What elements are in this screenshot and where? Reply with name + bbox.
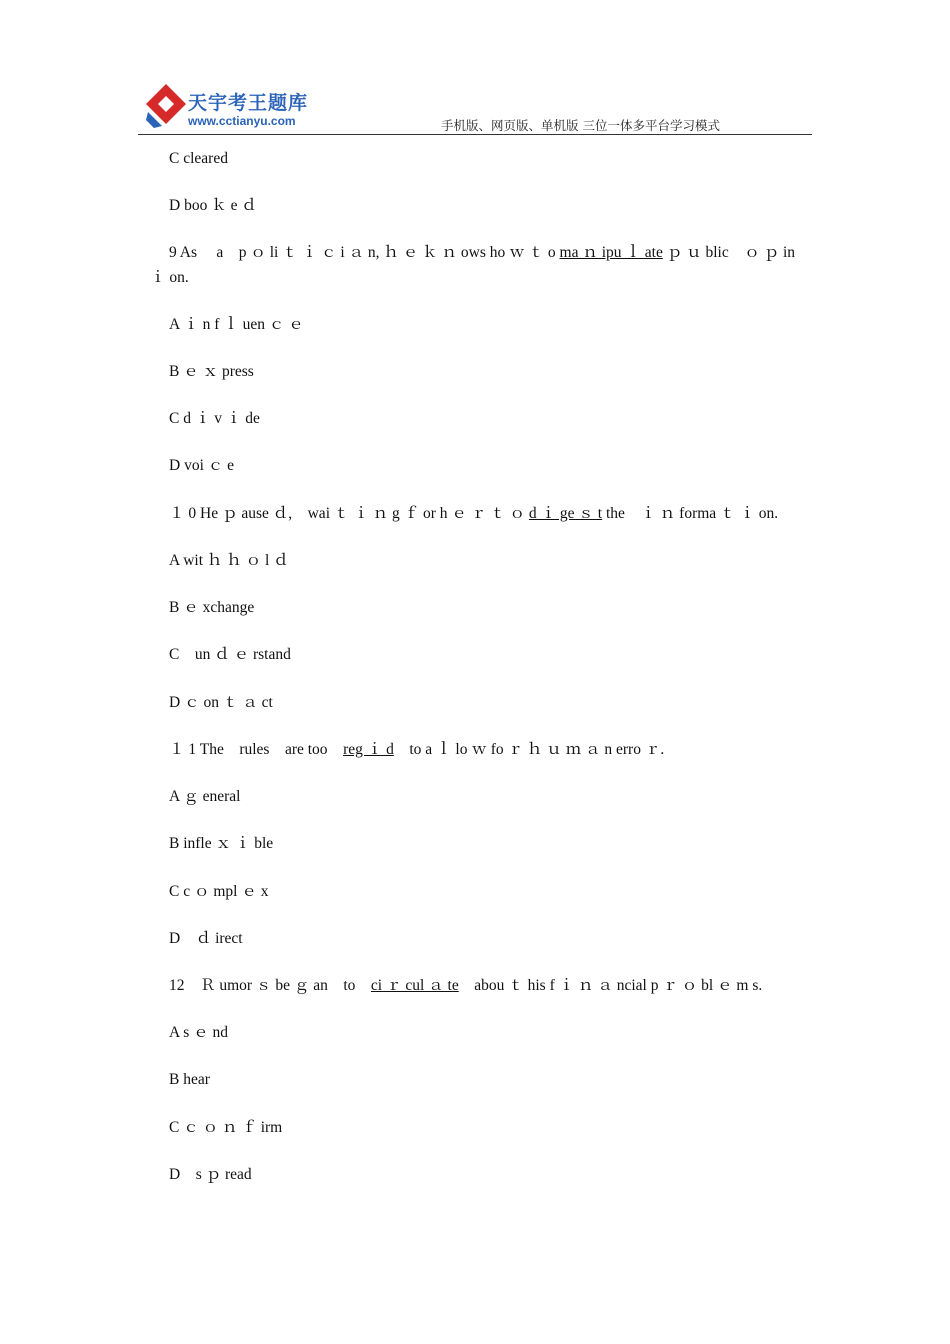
option-line: B infle ｘ ｉ ble bbox=[169, 835, 274, 852]
underlined-word: reg ｉ d bbox=[343, 741, 394, 758]
option-line: D ｄ irect bbox=[169, 930, 243, 947]
question-text: 12 Ｒ umor ｓ be ｇ an to bbox=[169, 977, 371, 994]
option-line: A s ｅ nd bbox=[169, 1024, 228, 1041]
question-10 bbox=[169, 504, 778, 524]
option-line: B hear bbox=[169, 1071, 210, 1088]
option-line: C d ｉ v ｉ de bbox=[169, 410, 260, 427]
underlined-word: d ｉ ge ｓ t bbox=[528, 505, 603, 522]
option-line: B ｅ ｘ press bbox=[169, 363, 254, 380]
question-9-continued: ｉ on. bbox=[150, 269, 189, 286]
header-tagline: 手机版、网页版、单机版 三位一体多平台学习模式 bbox=[441, 118, 720, 133]
logo-url: www.cctianyu.com bbox=[188, 114, 296, 128]
page-header bbox=[138, 80, 812, 135]
logo-text: 天宇考王题库 bbox=[188, 92, 309, 114]
question-text: １ 1 The rules are too bbox=[169, 741, 344, 758]
option-line: A ｇ eneral bbox=[169, 788, 241, 805]
underlined-word: ma ｎ ipu ｌ ate bbox=[559, 244, 663, 261]
question-text: １ 0 He ｐ ause ｄ, wai ｔ ｉ ｎ g ｆ or h ｅ ｒ ｔ ｏ bbox=[169, 505, 529, 522]
option-line: C c ｏ mpl ｅ x bbox=[169, 883, 269, 900]
option-line: C ｃ ｏ ｎ ｆ irm bbox=[169, 1119, 283, 1136]
logo-icon bbox=[144, 82, 188, 130]
option-line: D voi ｃ e bbox=[169, 457, 235, 474]
question-text: abou ｔ his f ｉ ｎ ａ ncial p ｒ ｏ bl ｅ m s. bbox=[458, 977, 763, 994]
option-line: C un ｄ ｅ rstand bbox=[169, 646, 291, 663]
option-line: A wit ｈ ｈ ｏ l ｄ bbox=[169, 552, 289, 569]
question-11 bbox=[169, 740, 664, 760]
question-text: to a ｌ lo ｗ fo ｒ ｈ ｕ ｍ ａ n erro ｒ. bbox=[393, 741, 665, 758]
underlined-word: ci ｒ cul ａ te bbox=[370, 977, 459, 994]
option-line: D s ｐ read bbox=[169, 1166, 252, 1183]
question-text: ｐ ｕ blic ｏ ｐ in bbox=[662, 244, 796, 261]
option-line: D ｃ on ｔ ａ ct bbox=[169, 694, 273, 711]
option-line: A ｉ n f ｌ uen ｃ ｅ bbox=[169, 316, 304, 333]
question-12 bbox=[169, 976, 762, 996]
question-text: the ｉ ｎ forma ｔ ｉ on. bbox=[602, 505, 779, 522]
option-line: C cleared bbox=[169, 150, 228, 167]
option-line: D boo ｋ e ｄ bbox=[169, 197, 257, 214]
question-text: 9 As a p ｏ li ｔ ｉ ｃ i ａ n, ｈ ｅ ｋ ｎ ows ho ｗ ｔ o bbox=[169, 244, 560, 261]
option-line: B ｅ xchange bbox=[169, 599, 255, 616]
question-9 bbox=[169, 243, 795, 263]
